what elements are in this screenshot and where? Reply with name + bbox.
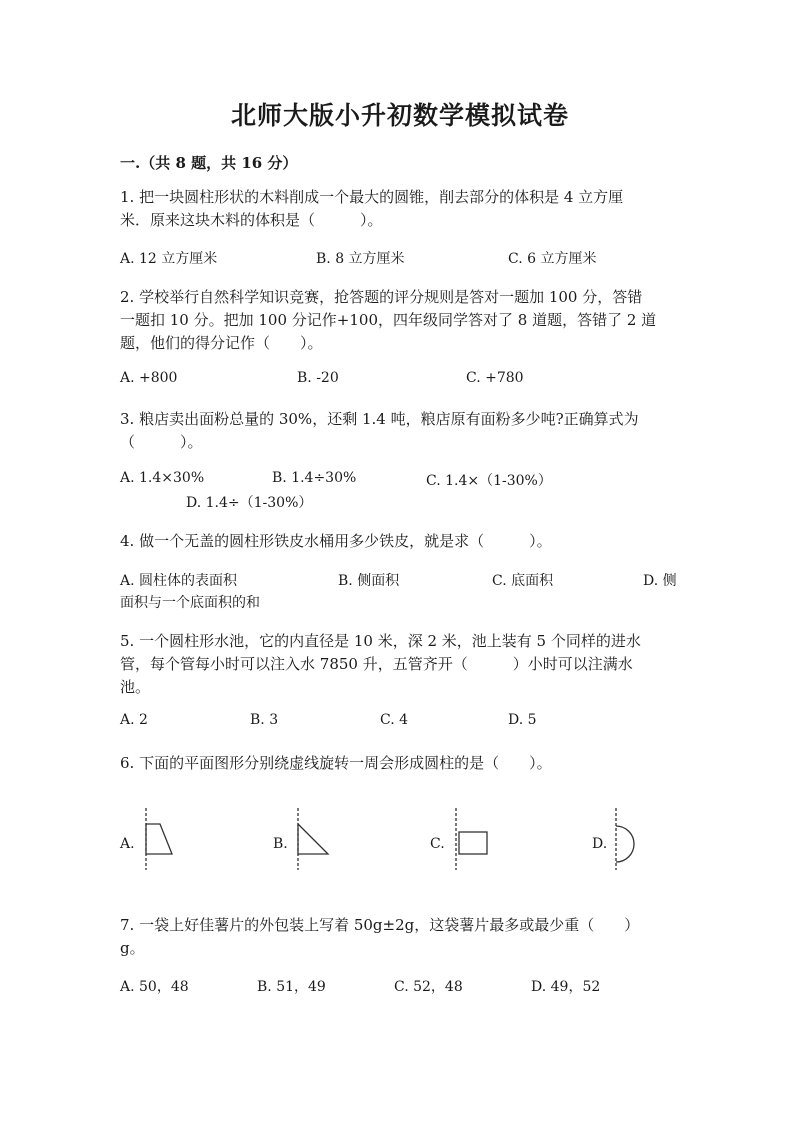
section-heading: 一.（共 8 题，共 16 分） bbox=[120, 154, 298, 172]
figure-d-label: D. bbox=[592, 836, 608, 852]
figure-d-semicircle bbox=[606, 806, 646, 872]
question-6 bbox=[120, 752, 680, 775]
question-3 bbox=[120, 408, 680, 454]
option-b: B. 3 bbox=[250, 712, 279, 728]
option-c: C. 1.4×（1-30%） bbox=[426, 473, 552, 489]
question-line: g。 bbox=[120, 939, 145, 957]
question-line: 题，他们的得分记作（ ）。 bbox=[120, 334, 323, 352]
question-4 bbox=[120, 530, 680, 553]
option-c: C. +780 bbox=[466, 370, 524, 386]
question-line: 4. 做一个无盖的圆柱形铁皮水桶用多少铁皮，就是求（ ）。 bbox=[120, 532, 552, 550]
figure-a-label: A. bbox=[120, 836, 135, 852]
question-line: 5. 一个圆柱形水池，它的内直径是 10 米，深 2 米，池上装有 5 个同样的进水 bbox=[120, 632, 641, 650]
figure-c-label: C. bbox=[430, 836, 445, 852]
option-a: A. 圆柱体的表面积 bbox=[120, 573, 238, 589]
option-c: C. 52，48 bbox=[394, 979, 463, 995]
page-title: 北师大版小升初数学模拟试卷 bbox=[230, 101, 569, 130]
option-c: C. 4 bbox=[380, 712, 409, 728]
option-c: C. 6 立方厘米 bbox=[508, 251, 597, 267]
option-d-continued: 面积与一个底面积的和 bbox=[120, 595, 260, 611]
question-5 bbox=[120, 630, 680, 699]
question-7 bbox=[120, 914, 680, 960]
option-d: D. 5 bbox=[508, 712, 537, 728]
option-a: A. 50，48 bbox=[120, 979, 189, 995]
question-line: 管，每个管每小时可以注入水 7850 升，五管齐开（ ）小时可以注满水 bbox=[120, 655, 633, 673]
option-a: A. 2 bbox=[120, 712, 148, 728]
option-b: B. 1.4÷30% bbox=[272, 470, 357, 486]
option-a: A. +800 bbox=[120, 370, 178, 386]
question-line: 1. 把一块圆柱形状的木料削成一个最大的圆锥，削去部分的体积是 4 立方厘 bbox=[120, 188, 624, 206]
figure-a-trapezoid bbox=[136, 806, 180, 872]
option-d: D. 侧 bbox=[643, 573, 677, 589]
question-line: 3. 粮店卖出面粉总量的 30%，还剩 1.4 吨，粮店原有面粉多少吨?正确算式为 bbox=[120, 410, 639, 428]
option-a: A. 1.4×30% bbox=[120, 470, 205, 486]
question-line: 米．原来这块木料的体积是（ ）。 bbox=[120, 211, 383, 229]
option-d: D. 49，52 bbox=[531, 979, 601, 995]
question-line: （ ）。 bbox=[120, 433, 203, 451]
question-line: 2. 学校举行自然科学知识竞赛，抢答题的评分规则是答对一题加 100 分，答错 bbox=[120, 288, 643, 306]
question-line: 池。 bbox=[120, 678, 151, 696]
question-line: 7. 一袋上好佳薯片的外包装上写着 50g±2g，这袋薯片最多或最少重（ ） bbox=[120, 916, 640, 934]
figure-c-rectangle bbox=[446, 806, 492, 872]
question-1 bbox=[120, 186, 680, 232]
option-d: D. 1.4÷（1-30%） bbox=[186, 495, 313, 511]
question-line: 一题扣 10 分。把加 100 分记作+100，四年级同学答对了 8 道题，答错了 2 道 bbox=[120, 311, 657, 329]
option-c: C. 底面积 bbox=[492, 573, 554, 589]
option-b: B. -20 bbox=[297, 370, 339, 386]
option-a: A. 12 立方厘米 bbox=[120, 251, 218, 267]
figure-b-label: B. bbox=[273, 836, 288, 852]
option-b: B. 51，49 bbox=[257, 979, 326, 995]
option-b: B. 8 立方厘米 bbox=[316, 251, 405, 267]
question-2 bbox=[120, 286, 680, 355]
figure-b-triangle bbox=[288, 806, 334, 872]
question-line: 6. 下面的平面图形分别绕虚线旋转一周会形成圆柱的是（ ）。 bbox=[120, 754, 552, 772]
option-b: B. 侧面积 bbox=[338, 573, 400, 589]
